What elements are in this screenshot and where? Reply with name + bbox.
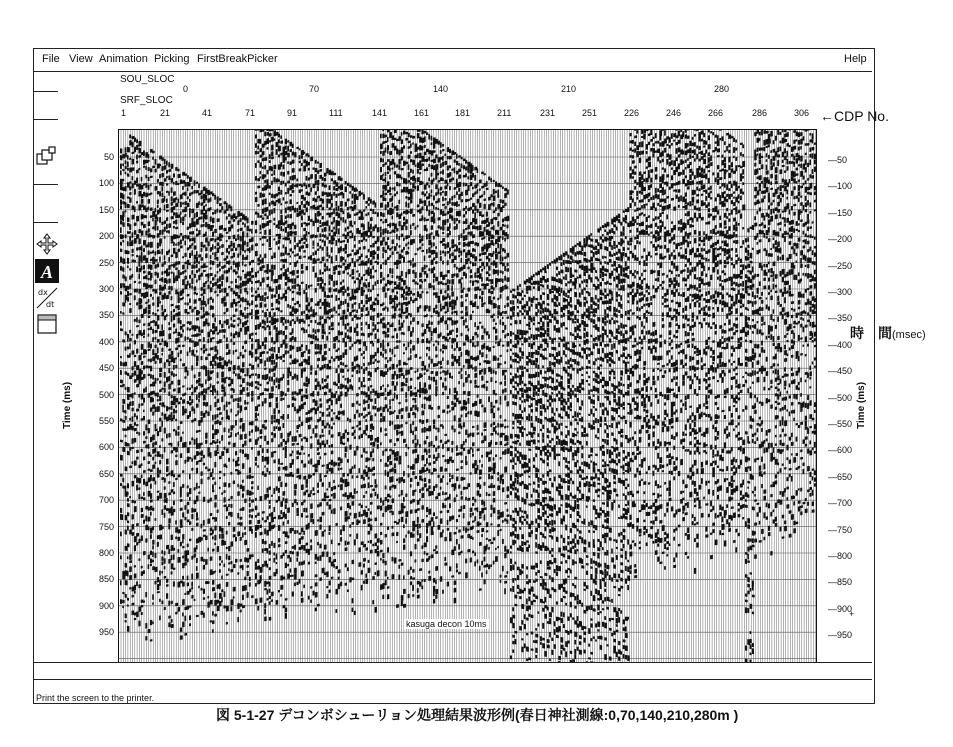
svg-text:dt: dt	[46, 300, 55, 309]
sou-sloc-value: 0	[183, 84, 189, 94]
menu-file[interactable]: File	[42, 53, 60, 65]
time-tick-right: —950	[828, 630, 853, 641]
time-tick-right: —650	[828, 471, 853, 482]
time-tick-right: —500	[828, 392, 853, 403]
svg-text:dx: dx	[38, 288, 48, 297]
time-tick-left: 450	[98, 363, 114, 374]
time-tick-left: 500	[98, 389, 114, 400]
srf-sloc-value: 226	[624, 108, 640, 118]
time-tick-left: 50	[103, 152, 114, 162]
time-tick-right: —600	[828, 445, 853, 456]
right-axis-title: Time (ms)	[856, 381, 868, 430]
dx-dt-icon[interactable]	[35, 286, 59, 310]
time-tick-left: 300	[98, 284, 114, 294]
time-tick-right: —850	[828, 577, 853, 588]
toolbar-divider	[34, 91, 58, 92]
srf-sloc-value: 141	[372, 108, 388, 118]
seismic-traces	[119, 130, 816, 662]
menu-bar	[34, 50, 872, 68]
srf-sloc-value: 21	[160, 108, 171, 118]
toolbar-divider	[34, 119, 58, 120]
srf-sloc-value: 286	[752, 108, 768, 118]
srf-sloc-value: 111	[329, 108, 343, 118]
time-tick-right: —800	[828, 551, 853, 561]
srf-sloc-label: SRF_SLOC	[120, 95, 173, 106]
time-tick-right: —350	[828, 313, 853, 324]
time-tick-left: 750	[98, 521, 114, 532]
sou-sloc-value: 70	[309, 84, 320, 94]
time-tick-right: —750	[828, 524, 853, 535]
time-tick-left: 950	[98, 627, 114, 638]
zoom-window-icon[interactable]	[35, 145, 59, 169]
time-tick-right: —100	[828, 181, 853, 192]
time-tick-right: —550	[828, 419, 853, 429]
time-msec-label	[850, 323, 926, 343]
time-tick-left: 100	[98, 178, 114, 189]
time-tick-right: —200	[828, 234, 853, 245]
svg-text:A: A	[40, 262, 54, 282]
seismic-section-plot[interactable]	[118, 129, 817, 663]
menu-view[interactable]: View	[69, 53, 93, 65]
sou-sloc-value: 210	[561, 84, 577, 94]
toolbar-divider	[34, 222, 58, 223]
srf-sloc-value: 246	[666, 108, 682, 118]
time-tick-right: —700	[828, 498, 853, 509]
toolbar-divider	[34, 184, 58, 185]
srf-sloc-value: 211	[497, 108, 512, 118]
srf-sloc-value: 306	[794, 108, 810, 118]
crosshair-cursor: +	[849, 609, 855, 619]
menubar-divider	[34, 71, 872, 72]
time-tick-left: 700	[98, 495, 114, 506]
time-tick-right: —50	[828, 155, 848, 165]
sou-sloc-value: 140	[433, 84, 449, 94]
time-tick-left: 550	[98, 416, 114, 426]
annotate-text-icon[interactable]	[35, 259, 59, 283]
time-tick-left: 650	[98, 468, 114, 479]
menu-picking[interactable]: Picking	[154, 53, 190, 65]
status-message: Print the screen to the printer.	[36, 693, 155, 703]
srf-sloc-value: 1	[121, 108, 127, 118]
srf-sloc-value: 41	[202, 108, 213, 118]
time-tick-left: 800	[98, 548, 114, 558]
time-kanji-label: 時 間	[850, 325, 892, 341]
srf-sloc-value: 181	[455, 108, 471, 118]
time-tick-left: 350	[98, 310, 114, 321]
left-axis-title: Time (ms)	[62, 381, 74, 430]
annotation-label: kasuga decon 10ms	[406, 619, 487, 629]
menu-help[interactable]: Help	[844, 53, 867, 65]
menu-animation[interactable]: Animation	[99, 53, 148, 65]
srf-sloc-value: 266	[708, 108, 724, 118]
time-tick-left: 150	[98, 204, 114, 215]
srf-sloc-value: 231	[540, 108, 556, 118]
time-tick-right: —150	[828, 207, 853, 218]
menu-first-break-picker[interactable]: FirstBreakPicker	[197, 53, 278, 65]
time-tick-right: —300	[828, 287, 853, 297]
status-divider	[34, 679, 872, 680]
time-tick-left: 850	[98, 574, 114, 585]
time-unit-label: (msec)	[892, 329, 926, 341]
sou-sloc-value: 280	[714, 84, 730, 94]
sou-sloc-label: SOU_SLOC	[120, 74, 175, 85]
time-tick-left: 900	[98, 600, 114, 611]
srf-sloc-value: 161	[414, 108, 430, 118]
time-tick-right: —250	[828, 260, 853, 271]
time-tick-left: 200	[98, 231, 114, 242]
pan-move-icon[interactable]	[35, 232, 59, 256]
srf-sloc-value: 251	[582, 108, 598, 118]
window-panel-icon[interactable]	[35, 312, 59, 336]
cdp-no-label: ←CDP No.	[820, 108, 889, 124]
status-divider	[34, 662, 872, 663]
time-tick-left: 250	[98, 257, 114, 268]
time-tick-right: —450	[828, 366, 853, 377]
time-tick-left: 600	[98, 442, 114, 453]
srf-sloc-value: 91	[287, 108, 298, 118]
srf-sloc-value: 71	[245, 108, 256, 118]
time-tick-right: —400	[828, 339, 853, 350]
time-tick-left: 400	[98, 336, 114, 347]
time-tick-right: —900	[828, 603, 853, 614]
figure-caption: 図 5-1-27 デコンボシューリョン処理結果波形例(春日神社測線:0,70,140,210,280m )	[216, 707, 739, 723]
